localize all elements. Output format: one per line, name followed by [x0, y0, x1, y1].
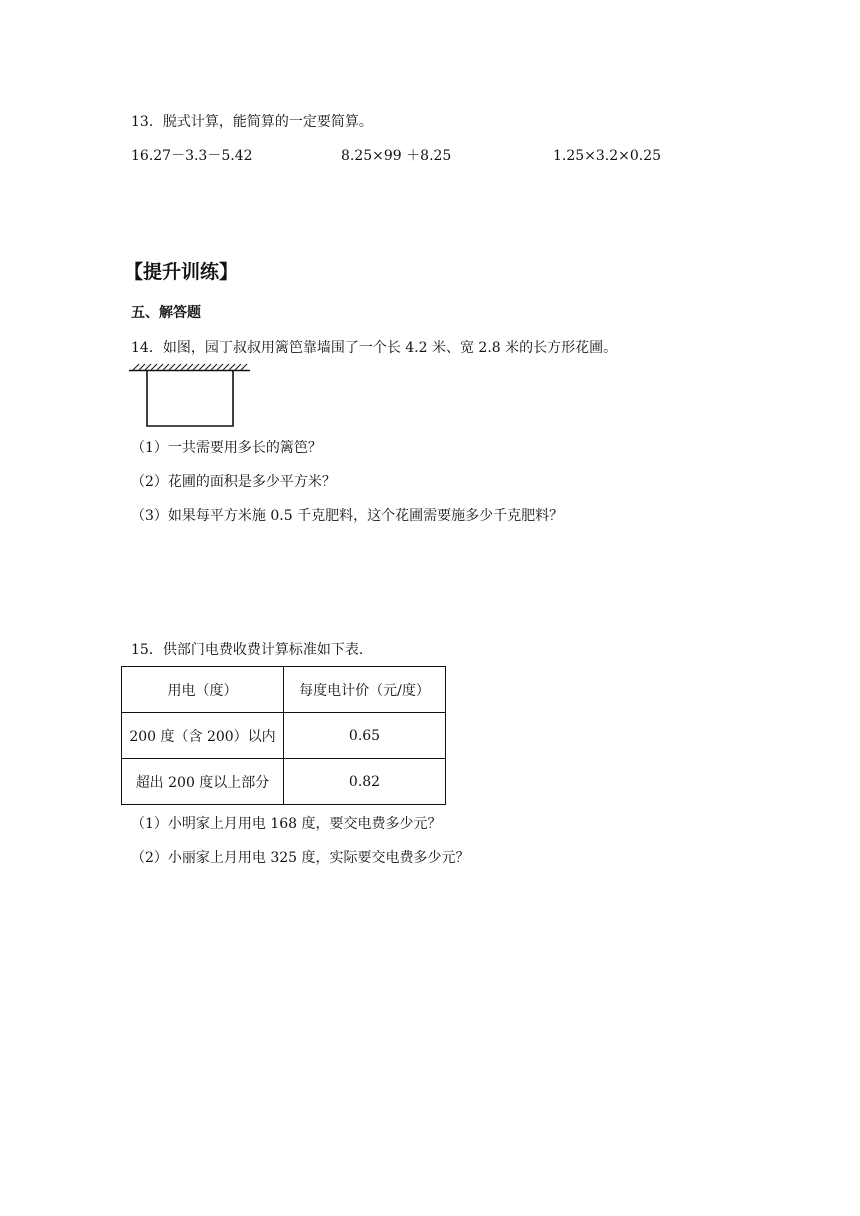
question-15-part-1: （1）小明家上月用电 168 度，要交电费多少元？ [131, 816, 442, 832]
electricity-rate-table [121, 666, 446, 805]
table-cell: 200 度（含 200）以内 [122, 713, 284, 759]
expression-2: 8.25×99 ＋8.25 [341, 148, 452, 164]
question-15-part-2: （2）小丽家上月用电 325 度，实际要交电费多少元？ [131, 850, 470, 866]
question-13-title: 13．脱式计算，能简算的一定要简算。 [131, 114, 373, 130]
table-cell: 0.65 [284, 713, 446, 759]
expression-3: 1.25×3.2×0.25 [553, 148, 662, 164]
table-row [122, 759, 446, 805]
table-cell: 0.82 [284, 759, 446, 805]
table-cell: 超出 200 度以上部分 [122, 759, 284, 805]
expression-1: 16.27－3.3－5.42 [131, 148, 253, 164]
section-heading: 【提升训练】 [124, 261, 239, 283]
table-header-cell: 每度电计价（元/度） [284, 667, 446, 713]
table-row [122, 713, 446, 759]
table-header-cell: 用电（度） [122, 667, 284, 713]
question-14-title: 14．如图，园丁叔叔用篱笆靠墙围了一个长 4.2 米、宽 2.8 米的长方形花圃。 [131, 340, 618, 356]
table-header-row [122, 667, 446, 713]
question-14-part-3: （3）如果每平方米施 0.5 千克肥料，这个花圃需要施多少千克肥料？ [131, 508, 564, 524]
garden-fence-diagram [129, 363, 251, 429]
question-14-part-2: （2）花圃的面积是多少平方米？ [131, 474, 336, 490]
section-subheading: 五、解答题 [131, 305, 201, 321]
wall-hatching [133, 364, 247, 370]
question-15-title: 15．供部门电费收费计算标准如下表. [131, 642, 364, 658]
question-14-part-1: （1）一共需要用多长的篱笆？ [131, 440, 322, 456]
fence-outline [147, 371, 233, 427]
